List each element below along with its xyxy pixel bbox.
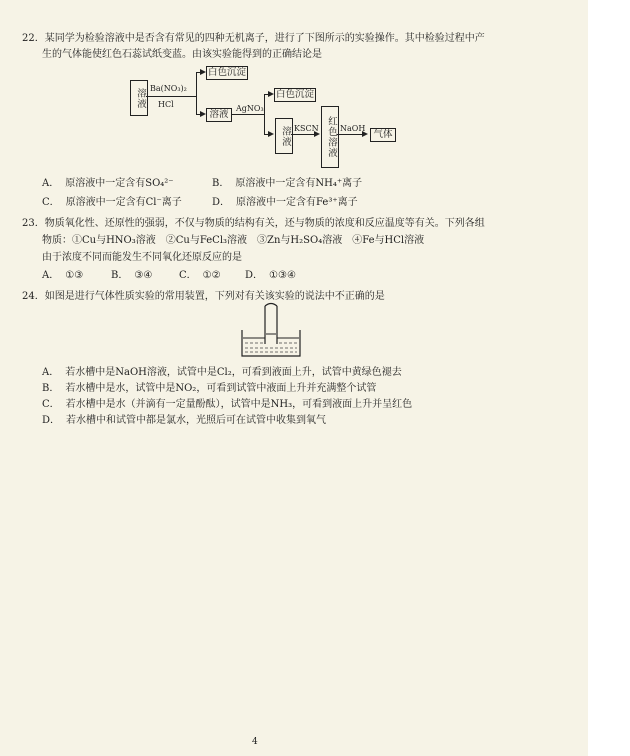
q23-option-b[interactable] [111, 269, 152, 283]
q22-option-c[interactable] [42, 196, 182, 210]
option-label: A． [42, 270, 60, 281]
gas-product: 气体 [370, 128, 396, 142]
filtrate-1: 溶液 [206, 108, 232, 122]
reagent-kscn: KSCN [294, 124, 319, 133]
option-label: B． [42, 383, 60, 394]
q22-stem-line1: 22．某同学为检验溶液中是否含有常见的四种无机离子，进行了下图所示的实验操作。其中检验过程中产 [22, 33, 485, 44]
option-text: 原溶液中一定含有Cl⁻离子 [65, 197, 182, 208]
option-label: B． [111, 270, 129, 281]
reagent-hcl: HCl [158, 100, 174, 109]
reagent-agno3: AgNO₃ [236, 104, 264, 113]
option-text: ③④ [134, 270, 153, 281]
q22-option-b[interactable] [212, 177, 362, 191]
option-text: 原溶液中一定含有SO₄²⁻ [65, 178, 174, 189]
option-label: A． [42, 367, 60, 378]
option-label: C． [179, 270, 197, 281]
q24-option-b[interactable] [42, 382, 376, 396]
option-label: D． [245, 270, 264, 281]
white-precipitate-2: 白色沉淀 [275, 89, 314, 100]
q23-option-c[interactable] [179, 269, 221, 283]
option-text: 若水槽中是NaOH溶液，试管中是Cl₂，可看到液面上升，试管中黄绿色褪去 [65, 367, 402, 378]
q23-option-a[interactable] [42, 269, 83, 283]
q22-option-d[interactable] [212, 196, 358, 210]
option-label: C． [42, 399, 60, 410]
option-label: B． [212, 178, 230, 189]
option-label: A． [42, 178, 60, 189]
option-text: 原溶液中一定含有NH₄⁺离子 [235, 178, 363, 189]
option-text: ①③④ [269, 270, 296, 281]
filtrate-2: 溶液 [275, 118, 293, 154]
option-text: 原溶液中一定含有Fe³⁺离子 [236, 197, 358, 208]
test-tube-in-trough-figure [236, 302, 306, 362]
q23-stem-line2: 物质：①Cu与HNO₃溶液 ②Cu与FeCl₃溶液 ③Zn与H₂SO₄溶液 ④Fe与HCl溶液 [42, 235, 425, 246]
scan-margin [588, 0, 630, 756]
option-text: 若水槽中是水，试管中是NO₂，可看到试管中液面上升并充满整个试管 [65, 383, 377, 394]
diagram-start-solution: 溶液 [130, 80, 148, 116]
red-solution: 红色溶液 [321, 106, 339, 168]
q23-option-d[interactable] [245, 269, 296, 283]
reagent-ba-no3: Ba(NO₃)₂ [150, 84, 187, 93]
option-text: ①② [202, 270, 221, 281]
page-number: 4 [252, 737, 258, 747]
q22-option-a[interactable] [42, 177, 174, 191]
q22-stem-line2: 生的气体能使红色石蕊试纸变蓝。由该实验能得到的正确结论是 [42, 49, 322, 60]
q24-option-a[interactable] [42, 366, 402, 380]
q23-stem-line1: 23．物质氧化性、还原性的强弱，不仅与物质的结构有关，还与物质的浓度和反应温度等有关。下列各组 [22, 218, 485, 229]
option-label: D． [212, 197, 231, 208]
option-label: C． [42, 197, 60, 208]
option-text: ①③ [65, 270, 84, 281]
q24-option-c[interactable] [42, 398, 412, 412]
q24-stem-line1: 24．如图是进行气体性质实验的常用装置，下列对有关该实验的说法中不正确的是 [22, 291, 385, 302]
q23-stem-line3: 由于浓度不同而能发生不同氧化还原反应的是 [42, 252, 242, 263]
option-text: 若水槽中和试管中都是氯水，光照后可在试管中收集到氧气 [66, 415, 327, 426]
reagent-naoh: NaOH [340, 124, 366, 133]
q24-option-d[interactable] [42, 414, 326, 428]
option-label: D． [42, 415, 61, 426]
option-text: 若水槽中是水（并滴有一定量酚酞），试管中是NH₃，可看到液面上升并呈红色 [65, 399, 413, 410]
white-precipitate-1: 白色沉淀 [207, 67, 246, 78]
